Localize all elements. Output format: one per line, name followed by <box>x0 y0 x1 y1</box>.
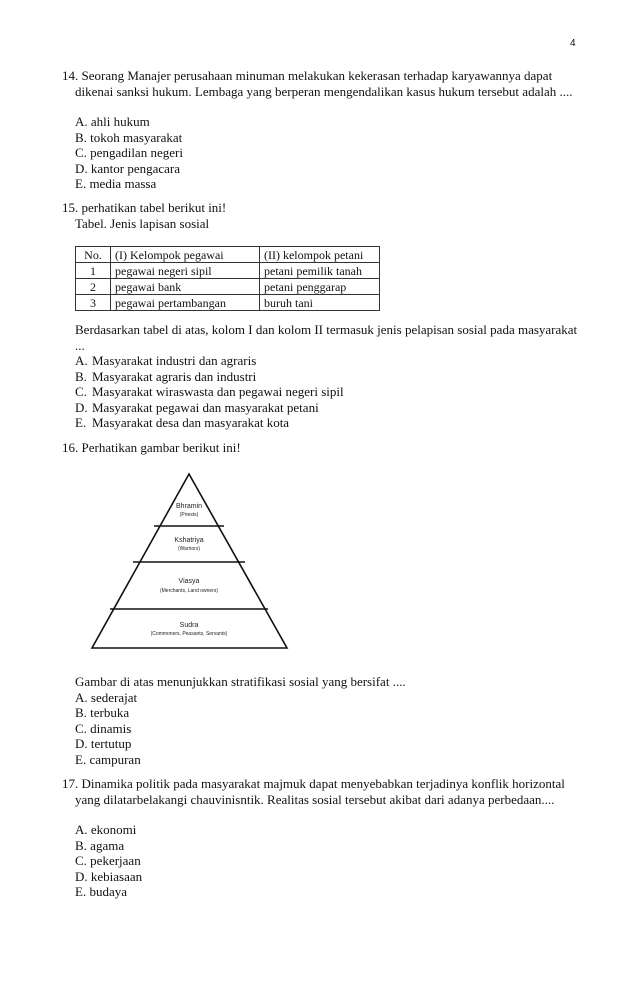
option-d[interactable]: D. kebiasaan <box>75 868 143 884</box>
table-cell: petani penggarap <box>260 279 380 295</box>
table-title: Tabel. Jenis lapisan sosial <box>75 215 210 231</box>
table-row <box>76 263 380 279</box>
option-e[interactable]: E. Masyarakat desa dan masyarakat kota <box>75 415 290 430</box>
question-15 <box>62 200 578 231</box>
option-e[interactable]: E. campuran <box>75 751 141 767</box>
option-c[interactable]: C. dinamis <box>75 720 132 736</box>
caste-pyramid-diagram <box>90 472 290 650</box>
question-17-line1: 17. Dinamika politik pada masyarakat majmuk dapat menyebabkan terjadinya konflik horizontal <box>62 776 565 791</box>
question-14-line1: 14. Seorang Manajer perusahaan minuman melakukan kekerasan terhadap karyawannya dapat <box>62 68 553 83</box>
question-15-stem-line1: Berdasarkan tabel di atas, kolom I dan kolom II termasuk jenis pelapisan sosial pada masyarakat <box>75 322 578 337</box>
social-stratum-table <box>75 246 380 311</box>
pyramid-level-sub: (Warriors) <box>177 546 201 552</box>
page-number: 4 <box>570 38 576 49</box>
question-14-options <box>62 114 578 192</box>
question-17-line2: yang dilatarbelakangi chauvinisntik. Realitas sosial tersebut akibat dari adanya perbedaan.... <box>75 791 555 807</box>
option-b[interactable]: B. Masyarakat agraris dan industri <box>75 368 257 384</box>
table-row <box>76 295 380 311</box>
option-a[interactable]: A. sederajat <box>75 689 138 705</box>
option-b[interactable]: B. tokoh masyarakat <box>75 129 183 145</box>
table-cell: pegawai bank <box>111 279 260 295</box>
question-17-stem <box>62 776 578 807</box>
pyramid-level-sub: (Priests) <box>179 512 199 518</box>
table-row <box>76 279 380 295</box>
question-17-options <box>62 822 578 900</box>
option-d[interactable]: D. tertutup <box>75 736 132 751</box>
table-header: No. <box>76 247 111 263</box>
option-a[interactable]: A. ekonomi <box>75 822 137 837</box>
option-b[interactable]: B. terbuka <box>75 705 130 720</box>
question-15-body <box>62 322 578 431</box>
table-cell: 1 <box>76 263 111 279</box>
question-16 <box>62 440 578 456</box>
question-15-stem <box>62 322 578 353</box>
question-17 <box>62 776 578 900</box>
question-16-line1: 16. Perhatikan gambar berikut ini! <box>62 440 241 455</box>
option-c[interactable]: C. pekerjaan <box>75 853 141 868</box>
pyramid-level-sub: (Merchants, Land owners) <box>159 588 219 594</box>
pyramid-level-name: Kshatriya <box>174 537 204 544</box>
question-15-line1: 15. perhatikan tabel berikut ini! <box>62 200 227 215</box>
question-15-stem-line2: ... <box>75 337 85 353</box>
pyramid-level-name: Bhramin <box>175 503 203 510</box>
table-header: (I) Kelompok pegawai <box>111 247 260 263</box>
option-d[interactable]: D. Masyarakat pegawai dan masyarakat petani <box>75 399 319 415</box>
table-cell: 2 <box>76 279 111 295</box>
table-cell: petani pemilik tanah <box>260 263 380 279</box>
question-16-options <box>62 690 578 768</box>
option-c[interactable]: C. Masyarakat wiraswasta dan pegawai negeri sipil <box>75 384 344 399</box>
question-16-stem: Gambar di atas menunjukkan stratifikasi sosial yang bersifat .... <box>75 674 406 689</box>
question-14 <box>62 68 578 192</box>
option-c[interactable]: C. pengadilan negeri <box>75 145 183 160</box>
pyramid-level-name: Sudra <box>179 622 199 629</box>
question-15-options <box>62 353 578 431</box>
question-14-line2: dikenai sanksi hukum. Lembaga yang berperan mengendalikan kasus hukum tersebut adalah .... <box>75 83 573 99</box>
pyramid-level-name: Viasya <box>178 578 200 585</box>
pyramid-level-sub: (Commoners, Peasants, Servants) <box>150 631 228 637</box>
table-header: (II) kelompok petani <box>260 247 380 263</box>
option-a[interactable]: A. Masyarakat industri dan agraris <box>75 353 257 368</box>
option-e[interactable]: E. budaya <box>75 884 127 899</box>
option-a[interactable]: A. ahli hukum <box>75 114 150 129</box>
table-cell: pegawai pertambangan <box>111 295 260 311</box>
option-e[interactable]: E. media massa <box>75 176 157 191</box>
table-cell: buruh tani <box>260 295 380 311</box>
table-cell: pegawai negeri sipil <box>111 263 260 279</box>
question-14-stem <box>62 68 578 99</box>
option-b[interactable]: B. agama <box>75 837 125 853</box>
table-cell: 3 <box>76 295 111 311</box>
table-header-row <box>76 247 380 263</box>
option-d[interactable]: D. kantor pengacara <box>75 160 181 176</box>
question-16-body <box>62 674 578 767</box>
